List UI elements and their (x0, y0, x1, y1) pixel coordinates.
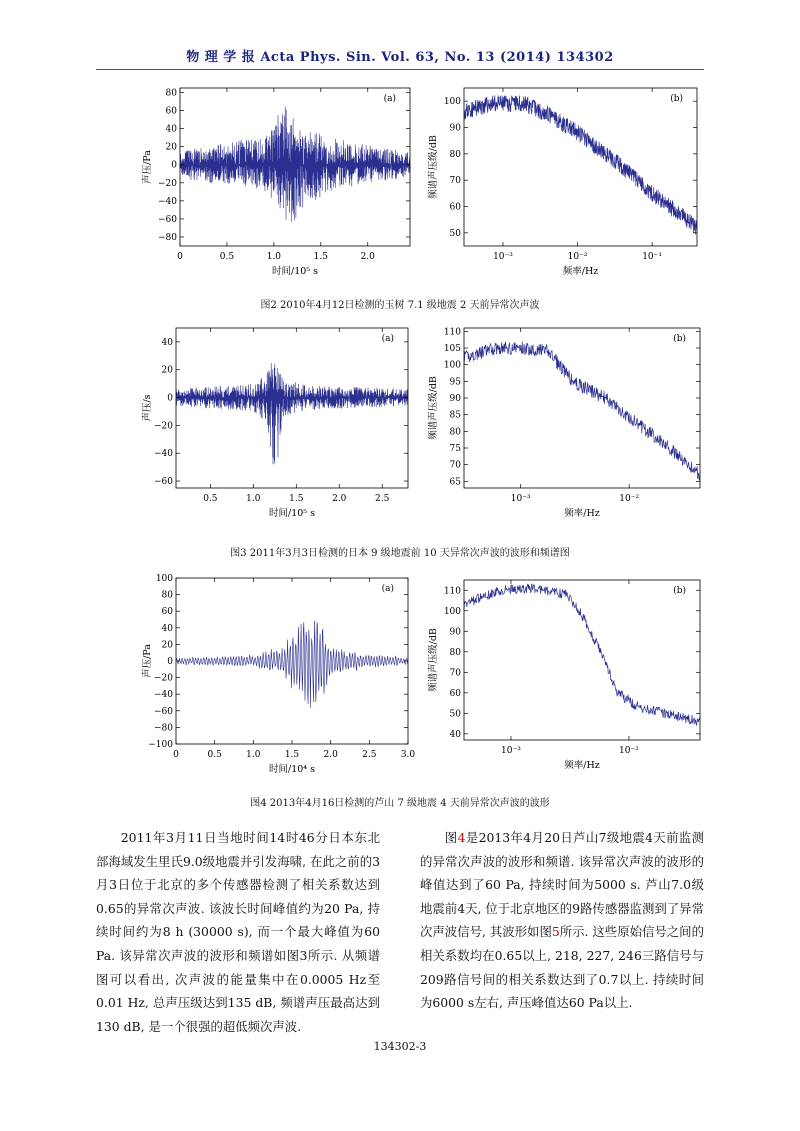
x-tick-label: 10⁻² (619, 746, 639, 756)
y-tick-label: −60 (154, 706, 173, 717)
body-right-mid: 是2013年4月20日芦山7级地震4天前监测的异常次声波的波形和频谱. 该异常次声波的波形的峰值达到了60 Pa, 持续时间为5000 s. 芦山7.0级地震前4天, 位于北京地区的9路传感器监测到了异常次声波信号, 其波形如图 (420, 830, 705, 940)
plot-frame (176, 328, 408, 488)
signal-line (464, 95, 697, 234)
chart-fig2a (140, 80, 420, 280)
header-rule (96, 69, 704, 70)
panel-label: (a) (381, 584, 394, 594)
y-tick-label: −20 (154, 673, 173, 684)
y-tick-label: 75 (449, 444, 461, 454)
y-tick-label: 40 (161, 623, 173, 634)
y-tick-label: 40 (161, 337, 173, 348)
y-tick-label: 0 (167, 657, 173, 667)
journal-header: 物 理 学 报 Acta Phys. Sin. Vol. 63, No. 13 (2014) 134302 (186, 50, 614, 65)
y-tick-label: −100 (148, 740, 173, 750)
y-tick-label: 95 (449, 377, 461, 388)
y-tick-label: 20 (161, 365, 173, 376)
y-tick-label: −60 (158, 214, 177, 225)
x-tick-label: 1.5 (289, 494, 304, 504)
y-tick-label: 60 (161, 607, 173, 618)
y-tick-label: 20 (161, 640, 173, 651)
y-tick-label: −20 (154, 421, 173, 432)
x-tick-label: 1.0 (246, 750, 261, 760)
y-tick-label: 0 (167, 393, 173, 404)
body-right-column (420, 826, 704, 1015)
y-tick-label: 110 (443, 327, 461, 338)
y-tick-label: 40 (449, 729, 461, 740)
x-tick-label: 0.5 (219, 252, 235, 262)
x-axis-label: 频率/Hz (564, 508, 600, 519)
y-tick-label: 80 (449, 647, 461, 658)
y-tick-label: 100 (155, 574, 173, 584)
y-tick-label: 60 (165, 106, 177, 117)
x-tick-label: 2.0 (332, 494, 347, 504)
chart-fig3a (140, 320, 420, 530)
y-axis-label: 声压/Pa (142, 644, 153, 678)
figure-3-caption: 图3 2011年3月3日检测的日本 9 级地震前 10 天异常次声波的波形和频谱图 (230, 548, 570, 559)
y-tick-label: 80 (165, 88, 177, 99)
x-tick-label: 2.5 (375, 494, 390, 504)
y-tick-label: 90 (449, 627, 461, 638)
x-tick-label: 10⁻³ (493, 252, 513, 262)
x-axis-label: 时间/10⁴ s (269, 764, 315, 775)
x-tick-label: 10⁻² (619, 494, 640, 504)
panel-label: (b) (673, 586, 686, 596)
y-tick-label: 0 (171, 160, 177, 171)
x-tick-label: 2.0 (360, 252, 375, 262)
x-tick-label: 0.5 (203, 494, 218, 504)
y-tick-label: 70 (449, 668, 461, 679)
y-tick-label: 80 (449, 149, 461, 160)
y-tick-label: 110 (443, 586, 461, 597)
x-tick-label: 1.5 (284, 750, 300, 760)
y-tick-label: 85 (449, 410, 461, 421)
y-tick-label: 50 (449, 709, 461, 720)
body-left-column (96, 826, 380, 1038)
x-tick-label: 10⁻³ (510, 494, 531, 504)
x-tick-label: 10⁻³ (501, 746, 521, 756)
chart-fig4a (140, 572, 420, 780)
x-tick-label: 1.0 (266, 252, 282, 262)
y-axis-label: 声压/s (142, 394, 153, 422)
body-right-paragraph (420, 826, 704, 1015)
x-axis-label: 频率/Hz (564, 760, 600, 771)
y-tick-label: 100 (443, 606, 461, 617)
body-right-post: 所示. 这些原始信号之间的相关系数均在0.65以上, 218, 227, 246三路信号与209路信号间的相关系数达到了0.7以上. 持续时间为6000 s左右, 声压峰值达60 Pa以上. (420, 924, 704, 1011)
signal-line (176, 363, 408, 464)
y-tick-label: −80 (158, 232, 177, 243)
y-axis-label: 频谱声压级/dB (428, 376, 439, 440)
x-axis-label: 时间/10⁵ s (272, 266, 318, 277)
chart-fig3b (420, 320, 710, 530)
signal-line (180, 107, 410, 222)
y-tick-label: 20 (165, 142, 177, 153)
panel-label: (a) (383, 94, 396, 104)
y-tick-label: 40 (165, 124, 177, 135)
x-tick-label: 10⁻¹ (642, 252, 663, 262)
x-tick-label: 0 (177, 252, 183, 262)
y-axis-label: 频谱声压级/dB (428, 135, 439, 199)
x-axis-label: 频率/Hz (562, 266, 599, 277)
x-tick-label: 2.5 (362, 750, 377, 760)
y-tick-label: −40 (158, 196, 177, 207)
figure-5-ref-link[interactable]: 5 (551, 924, 560, 940)
y-tick-label: −20 (158, 178, 177, 189)
y-tick-label: 100 (443, 97, 461, 108)
chart-fig2b (420, 80, 710, 280)
body-right-pre: 图 (444, 830, 458, 845)
x-tick-label: 0 (173, 750, 179, 760)
y-axis-label: 频谱声压级/dB (428, 628, 439, 692)
page-number: 134302-3 (373, 1040, 427, 1053)
y-tick-label: 50 (449, 228, 461, 239)
x-tick-label: 10⁻² (567, 252, 588, 262)
y-tick-label: 105 (443, 344, 461, 354)
x-tick-label: 1.5 (313, 252, 328, 262)
body-left-paragraph: 2011年3月11日当地时间14时46分日本东北部海域发生里氏9.0级地震并引发海啸, 在此之前的3月3日位于北京的多个传感器检测了相关系数达到0.65的异常次声波. 该波长时间峰值约为20 Pa, 持续时间约为8 h (30000 s), 而一个最大峰值为60 Pa. 该异常次声波的波形和频谱如图3所示. 从频谱图可以看出, 次声波的能量集中在0.0005 Hz至0.01 Hz, 总声压级达到135 dB, 频谱声压最高达到130 dB, 是一个很强的超低频次声波. (96, 830, 380, 1034)
panel-label: (b) (670, 94, 683, 104)
signal-line (464, 342, 700, 480)
plot-frame (464, 88, 697, 246)
panel-label: (b) (673, 334, 686, 344)
y-tick-label: −80 (154, 723, 173, 734)
y-axis-label: 声压/Pa (142, 150, 153, 184)
figure-2-caption: 图2 2010年4月12日检测的玉树 7.1 级地震 2 天前异常次声波 (260, 300, 540, 311)
y-tick-label: −60 (154, 477, 173, 488)
y-tick-label: 70 (449, 460, 461, 471)
y-tick-label: −40 (154, 449, 173, 460)
y-tick-label: 60 (449, 688, 461, 699)
y-tick-label: 70 (449, 176, 461, 187)
x-tick-label: 0.5 (207, 750, 222, 760)
x-tick-label: 1.0 (246, 494, 261, 504)
y-tick-label: 80 (161, 590, 173, 601)
signal-line (176, 621, 408, 708)
panel-label: (a) (381, 334, 394, 344)
y-tick-label: 80 (449, 427, 461, 438)
x-tick-label: 2.0 (323, 750, 338, 760)
x-axis-label: 时间/10⁵ s (269, 508, 315, 519)
chart-fig4b (420, 572, 710, 780)
y-tick-label: 60 (449, 202, 461, 213)
y-tick-label: 90 (449, 123, 461, 134)
y-tick-label: 100 (443, 360, 461, 371)
y-tick-label: −40 (154, 690, 173, 701)
y-tick-label: 90 (449, 394, 461, 404)
y-tick-label: 65 (449, 477, 461, 488)
figure-4-ref-link[interactable]: 4 (457, 830, 466, 845)
figure-4-caption: 图4 2013年4月16日检测的芦山 7 级地震 4 天前异常次声波的波形 (250, 798, 550, 809)
signal-line (464, 584, 700, 726)
x-tick-label: 3.0 (400, 750, 416, 760)
